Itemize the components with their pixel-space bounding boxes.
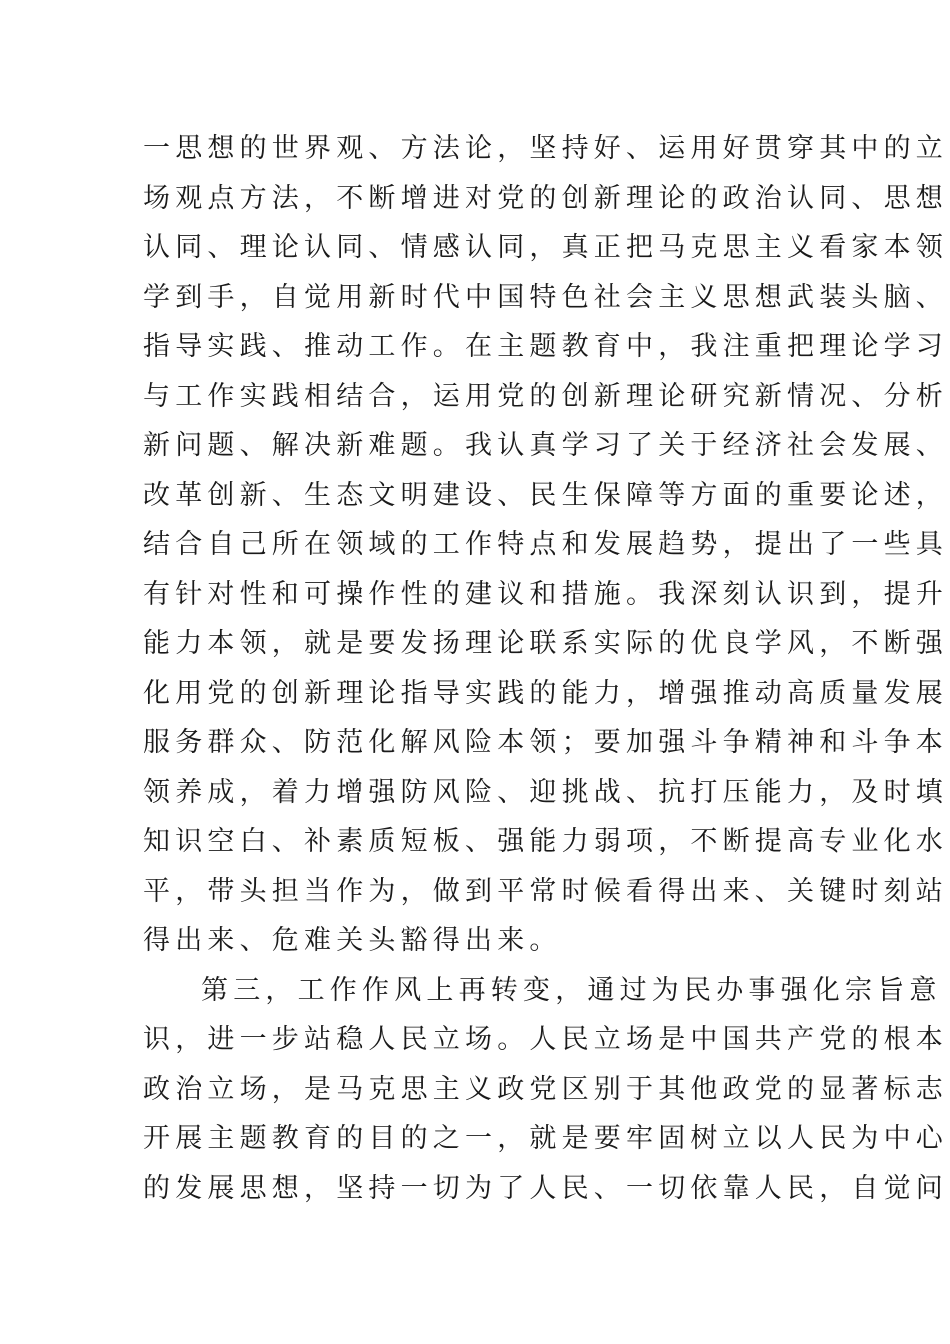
paragraph-start-line: 第三，工作作风上再转变，通过为民办事强化宗旨意 <box>201 974 942 1006</box>
text-line: 的发展思想，坚持一切为了人民、一切依靠人民，自觉问 <box>143 1172 948 1204</box>
text-line: 结合自己所在领域的工作特点和发展趋势，提出了一些具 <box>143 529 948 560</box>
text-line: 场观点方法，不断增进对党的创新理论的政治认同、思想 <box>143 182 948 214</box>
text-line: 平，带头担当作为，做到平常时候看得出来、关键时刻站 <box>143 875 948 907</box>
text-line: 识，进一步站稳人民立场。人民立场是中国共产党的根本 <box>143 1024 948 1055</box>
text-line: 与工作实践相结合，运用党的创新理论研究新情况、分析 <box>143 380 948 412</box>
body-text <box>143 124 948 1213</box>
text-line: 指导实践、推动工作。在主题教育中，我注重把理论学习 <box>143 331 948 362</box>
text-line: 得出来、危难关头豁得出来。 <box>143 925 562 956</box>
text-line: 服务群众、防范化解风险本领；要加强斗争精神和斗争本 <box>143 727 948 758</box>
text-line: 学到手，自觉用新时代中国特色社会主义思想武装头脑、 <box>143 281 948 313</box>
text-line: 化用党的创新理论指导实践的能力，增强推动高质量发展 <box>143 677 948 709</box>
text-line: 开展主题教育的目的之一，就是要牢固树立以人民为中心 <box>143 1123 948 1154</box>
text-line: 新问题、解决新难题。我认真学习了关于经济社会发展、 <box>143 430 948 461</box>
text-line: 政治立场，是马克思主义政党区别于其他政党的显著标志 <box>143 1073 948 1105</box>
text-line: 能力本领，就是要发扬理论联系实际的优良学风，不断强 <box>143 628 948 659</box>
text-line: 知识空白、补素质短板、强能力弱项，不断提高专业化水 <box>143 826 948 857</box>
text-line: 领养成，着力增强防风险、迎挑战、抗打压能力，及时填 <box>143 776 948 808</box>
text-line: 一思想的世界观、方法论，坚持好、运用好贯穿其中的立 <box>143 133 948 164</box>
text-line: 改革创新、生态文明建设、民生保障等方面的重要论述， <box>143 479 948 511</box>
text-line: 有针对性和可操作性的建议和措施。我深刻认识到，提升 <box>143 578 948 610</box>
text-line: 认同、理论认同、情感认同，真正把马克思主义看家本领 <box>143 232 948 263</box>
